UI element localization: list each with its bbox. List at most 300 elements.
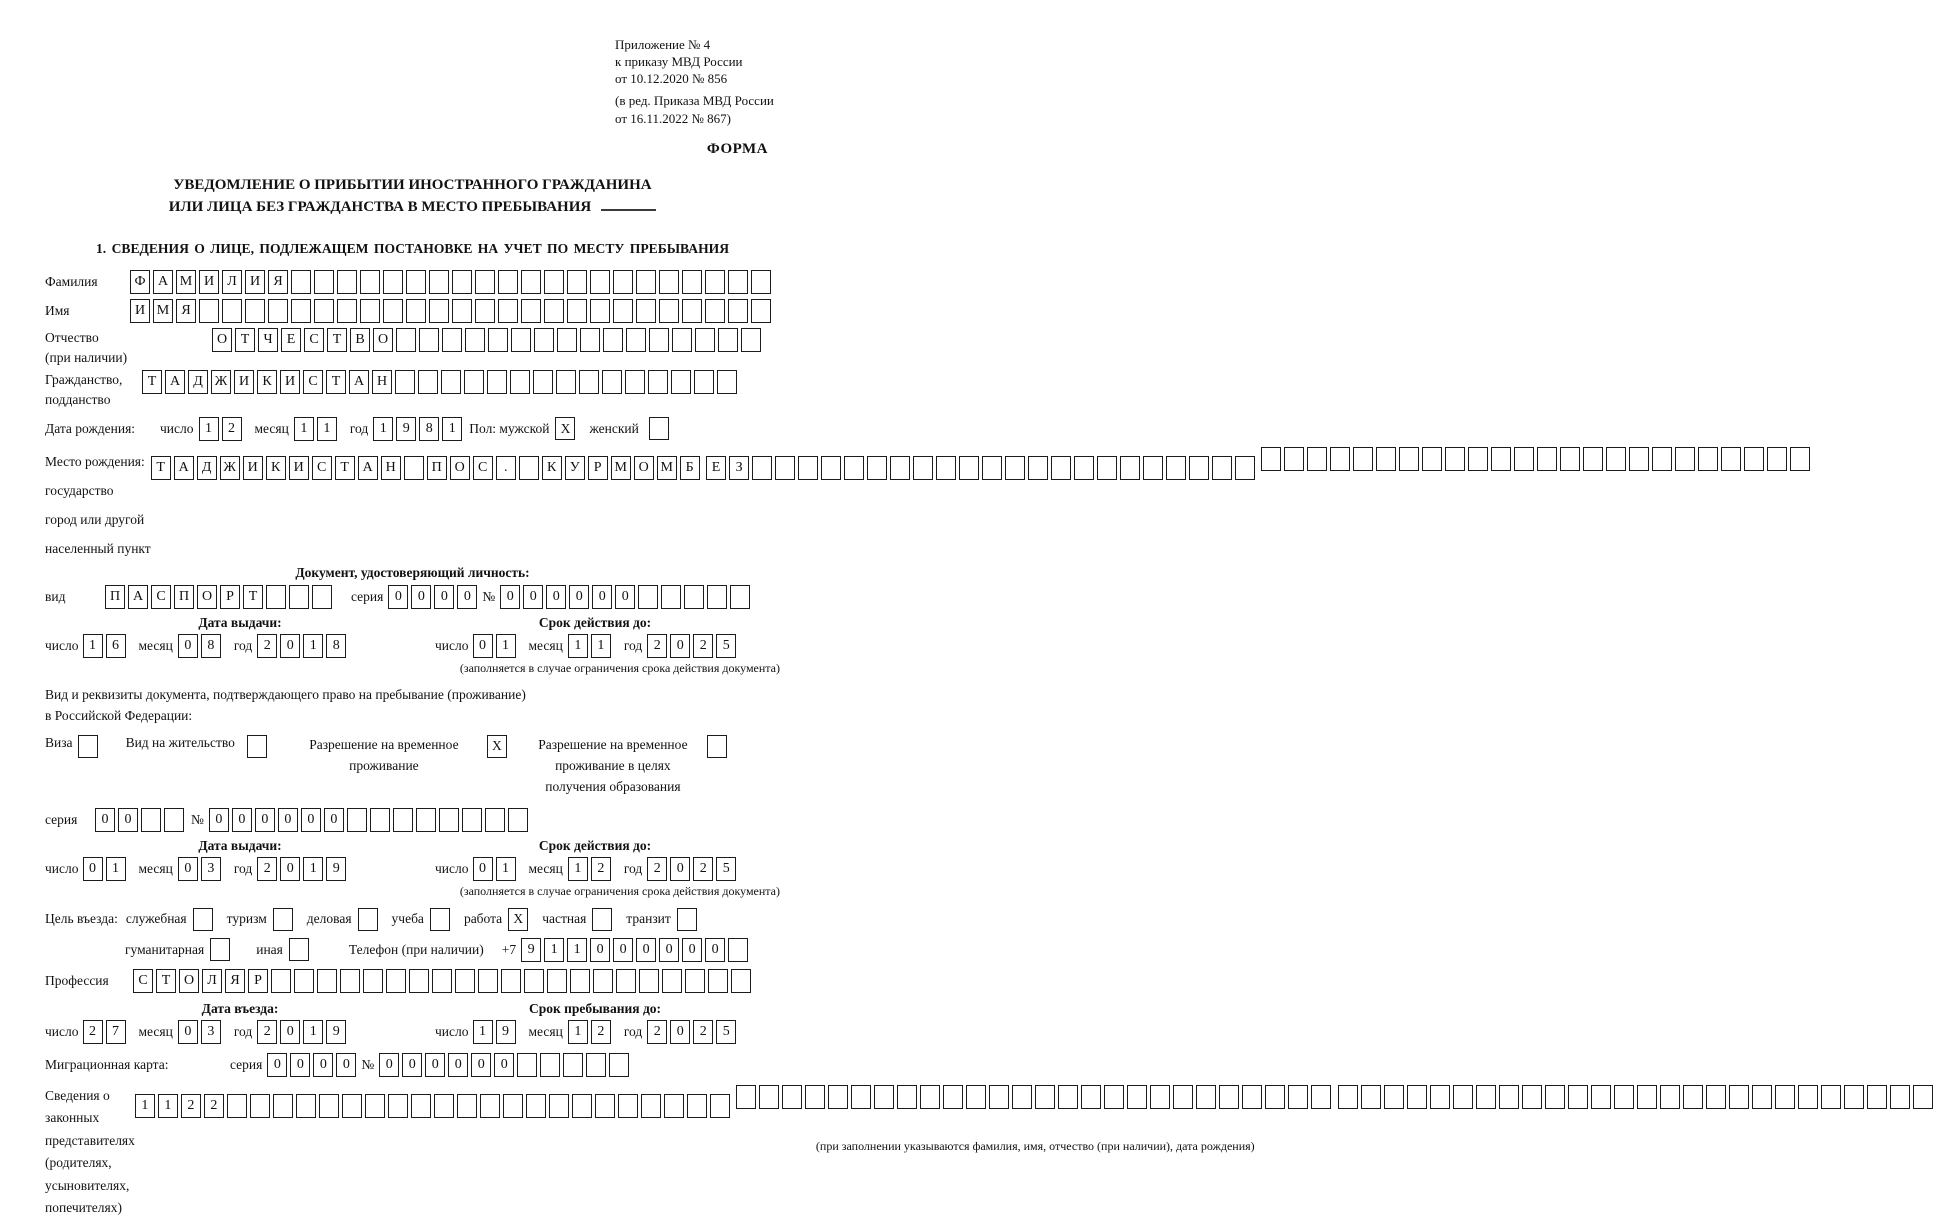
char-cell[interactable]	[672, 328, 692, 352]
char-cell[interactable]: С	[303, 370, 323, 394]
sex-female-checkbox[interactable]	[649, 417, 669, 440]
patronymic-field[interactable]	[212, 328, 764, 352]
char-cell[interactable]	[1821, 1085, 1841, 1109]
char-cell[interactable]: 0	[255, 808, 275, 832]
char-cell[interactable]	[501, 969, 521, 993]
char-cell[interactable]	[913, 456, 933, 480]
char-cell[interactable]	[649, 328, 669, 352]
char-cell[interactable]	[659, 299, 679, 323]
char-cell[interactable]: А	[174, 456, 194, 480]
char-cell[interactable]: 1	[544, 938, 564, 962]
char-cell[interactable]	[360, 270, 380, 294]
char-cell[interactable]: 2	[257, 634, 277, 658]
temp-residence-education-checkbox[interactable]	[707, 735, 727, 758]
char-cell[interactable]	[250, 1094, 270, 1118]
char-cell[interactable]: 0	[402, 1053, 422, 1077]
char-cell[interactable]	[337, 299, 357, 323]
char-cell[interactable]	[1338, 1085, 1358, 1109]
char-cell[interactable]: 0	[178, 1020, 198, 1044]
char-cell[interactable]: 0	[448, 1053, 468, 1077]
char-cell[interactable]: Н	[372, 370, 392, 394]
char-cell[interactable]: Я	[268, 270, 288, 294]
char-cell[interactable]	[441, 370, 461, 394]
char-cell[interactable]	[534, 328, 554, 352]
char-cell[interactable]	[544, 299, 564, 323]
char-cell[interactable]	[590, 299, 610, 323]
char-cell[interactable]: 0	[457, 585, 477, 609]
char-cell[interactable]	[1867, 1085, 1887, 1109]
char-cell[interactable]: 5	[716, 634, 736, 658]
identity-issue-day-field[interactable]	[83, 634, 129, 658]
char-cell[interactable]	[291, 270, 311, 294]
birth-place-row1-field[interactable]	[151, 456, 703, 480]
char-cell[interactable]	[579, 370, 599, 394]
char-cell[interactable]	[442, 328, 462, 352]
char-cell[interactable]	[752, 456, 772, 480]
char-cell[interactable]	[717, 370, 737, 394]
char-cell[interactable]	[821, 456, 841, 480]
char-cell[interactable]	[1637, 1085, 1657, 1109]
char-cell[interactable]: 0	[670, 634, 690, 658]
char-cell[interactable]	[347, 808, 367, 832]
char-cell[interactable]	[728, 270, 748, 294]
char-cell[interactable]	[1288, 1085, 1308, 1109]
char-cell[interactable]: К	[542, 456, 562, 480]
char-cell[interactable]	[291, 299, 311, 323]
char-cell[interactable]: 9	[326, 1020, 346, 1044]
char-cell[interactable]: М	[153, 299, 173, 323]
char-cell[interactable]	[851, 1085, 871, 1109]
char-cell[interactable]: М	[611, 456, 631, 480]
char-cell[interactable]	[1430, 1085, 1450, 1109]
char-cell[interactable]	[602, 370, 622, 394]
char-cell[interactable]	[547, 969, 567, 993]
char-cell[interactable]	[498, 299, 518, 323]
char-cell[interactable]	[1606, 447, 1626, 471]
char-cell[interactable]: 1	[496, 857, 516, 881]
stay-day-field[interactable]	[473, 1020, 519, 1044]
char-cell[interactable]	[1652, 447, 1672, 471]
char-cell[interactable]	[705, 299, 725, 323]
char-cell[interactable]: 0	[670, 857, 690, 881]
char-cell[interactable]	[462, 808, 482, 832]
entry-year-field[interactable]	[257, 1020, 349, 1044]
birth-month-field[interactable]	[294, 417, 340, 441]
purpose-tourism-checkbox[interactable]	[273, 908, 293, 931]
char-cell[interactable]	[363, 969, 383, 993]
char-cell[interactable]: 5	[716, 1020, 736, 1044]
char-cell[interactable]: 1	[199, 417, 219, 441]
char-cell[interactable]	[289, 585, 309, 609]
identity-series-field[interactable]	[388, 585, 480, 609]
char-cell[interactable]	[1143, 456, 1163, 480]
char-cell[interactable]: 2	[693, 1020, 713, 1044]
char-cell[interactable]: 0	[569, 585, 589, 609]
char-cell[interactable]: Р	[248, 969, 268, 993]
char-cell[interactable]	[1058, 1085, 1078, 1109]
char-cell[interactable]	[429, 270, 449, 294]
char-cell[interactable]	[396, 328, 416, 352]
char-cell[interactable]: А	[358, 456, 378, 480]
char-cell[interactable]	[1219, 1085, 1239, 1109]
char-cell[interactable]	[1491, 447, 1511, 471]
char-cell[interactable]	[418, 370, 438, 394]
char-cell[interactable]: О	[634, 456, 654, 480]
char-cell[interactable]: 2	[647, 1020, 667, 1044]
char-cell[interactable]: К	[266, 456, 286, 480]
char-cell[interactable]: О	[373, 328, 393, 352]
char-cell[interactable]	[1744, 447, 1764, 471]
char-cell[interactable]	[844, 456, 864, 480]
char-cell[interactable]	[452, 270, 472, 294]
char-cell[interactable]: Р	[220, 585, 240, 609]
char-cell[interactable]	[563, 1053, 583, 1077]
char-cell[interactable]: 0	[278, 808, 298, 832]
char-cell[interactable]: 0	[546, 585, 566, 609]
char-cell[interactable]: 1	[591, 634, 611, 658]
char-cell[interactable]: 0	[471, 1053, 491, 1077]
char-cell[interactable]: 1	[473, 1020, 493, 1044]
char-cell[interactable]	[480, 1094, 500, 1118]
char-cell[interactable]	[638, 585, 658, 609]
char-cell[interactable]: 0	[615, 585, 635, 609]
char-cell[interactable]	[370, 808, 390, 832]
char-cell[interactable]	[662, 969, 682, 993]
char-cell[interactable]: 3	[201, 857, 221, 881]
char-cell[interactable]	[989, 1085, 1009, 1109]
residence-issue-year-field[interactable]	[257, 857, 349, 881]
char-cell[interactable]	[684, 585, 704, 609]
char-cell[interactable]	[1150, 1085, 1170, 1109]
char-cell[interactable]	[1522, 1085, 1542, 1109]
char-cell[interactable]	[1790, 447, 1810, 471]
char-cell[interactable]: 0	[500, 585, 520, 609]
purpose-business-checkbox[interactable]	[358, 908, 378, 931]
char-cell[interactable]: И	[280, 370, 300, 394]
char-cell[interactable]: 1	[317, 417, 337, 441]
char-cell[interactable]: Т	[326, 370, 346, 394]
char-cell[interactable]	[1265, 1085, 1285, 1109]
phone-field[interactable]	[521, 938, 751, 962]
char-cell[interactable]: .	[496, 456, 516, 480]
char-cell[interactable]: 1	[568, 857, 588, 881]
char-cell[interactable]	[432, 969, 452, 993]
char-cell[interactable]: 0	[411, 585, 431, 609]
char-cell[interactable]	[395, 370, 415, 394]
char-cell[interactable]: 0	[280, 634, 300, 658]
purpose-other-checkbox[interactable]	[289, 938, 309, 961]
identity-issue-year-field[interactable]	[257, 634, 349, 658]
char-cell[interactable]	[613, 299, 633, 323]
char-cell[interactable]	[685, 969, 705, 993]
purpose-private-checkbox[interactable]	[592, 908, 612, 931]
char-cell[interactable]: Т	[327, 328, 347, 352]
char-cell[interactable]	[1311, 1085, 1331, 1109]
char-cell[interactable]: Т	[142, 370, 162, 394]
char-cell[interactable]: 9	[396, 417, 416, 441]
char-cell[interactable]	[1081, 1085, 1101, 1109]
char-cell[interactable]: Ч	[258, 328, 278, 352]
char-cell[interactable]	[708, 969, 728, 993]
char-cell[interactable]	[639, 969, 659, 993]
surname-field[interactable]	[130, 270, 774, 294]
char-cell[interactable]: 0	[178, 634, 198, 658]
char-cell[interactable]	[828, 1085, 848, 1109]
char-cell[interactable]	[1721, 447, 1741, 471]
char-cell[interactable]	[271, 969, 291, 993]
char-cell[interactable]	[478, 969, 498, 993]
char-cell[interactable]	[982, 456, 1002, 480]
char-cell[interactable]	[694, 370, 714, 394]
char-cell[interactable]	[429, 299, 449, 323]
char-cell[interactable]	[508, 808, 528, 832]
char-cell[interactable]: А	[349, 370, 369, 394]
char-cell[interactable]	[590, 270, 610, 294]
char-cell[interactable]: А	[165, 370, 185, 394]
char-cell[interactable]	[319, 1094, 339, 1118]
char-cell[interactable]	[659, 270, 679, 294]
char-cell[interactable]	[1005, 456, 1025, 480]
char-cell[interactable]	[1514, 447, 1534, 471]
char-cell[interactable]	[411, 1094, 431, 1118]
char-cell[interactable]	[616, 969, 636, 993]
char-cell[interactable]	[488, 328, 508, 352]
char-cell[interactable]	[1284, 447, 1304, 471]
char-cell[interactable]	[682, 270, 702, 294]
char-cell[interactable]: 9	[521, 938, 541, 962]
char-cell[interactable]: 1	[106, 857, 126, 881]
char-cell[interactable]: П	[427, 456, 447, 480]
char-cell[interactable]	[498, 270, 518, 294]
char-cell[interactable]	[687, 1094, 707, 1118]
char-cell[interactable]	[296, 1094, 316, 1118]
char-cell[interactable]	[1476, 1085, 1496, 1109]
char-cell[interactable]: 0	[336, 1053, 356, 1077]
char-cell[interactable]	[464, 370, 484, 394]
char-cell[interactable]	[648, 370, 668, 394]
char-cell[interactable]: 0	[705, 938, 725, 962]
char-cell[interactable]	[485, 808, 505, 832]
char-cell[interactable]: 2	[591, 857, 611, 881]
char-cell[interactable]	[1035, 1085, 1055, 1109]
residence-issue-day-field[interactable]	[83, 857, 129, 881]
char-cell[interactable]	[524, 969, 544, 993]
char-cell[interactable]: О	[450, 456, 470, 480]
char-cell[interactable]	[1537, 447, 1557, 471]
char-cell[interactable]	[874, 1085, 894, 1109]
char-cell[interactable]	[227, 1094, 247, 1118]
char-cell[interactable]	[603, 328, 623, 352]
char-cell[interactable]: 0	[324, 808, 344, 832]
char-cell[interactable]	[1913, 1085, 1933, 1109]
char-cell[interactable]	[593, 969, 613, 993]
char-cell[interactable]: Т	[156, 969, 176, 993]
char-cell[interactable]: 2	[257, 857, 277, 881]
char-cell[interactable]	[406, 270, 426, 294]
char-cell[interactable]: У	[565, 456, 585, 480]
char-cell[interactable]: 2	[257, 1020, 277, 1044]
char-cell[interactable]: 1	[567, 938, 587, 962]
char-cell[interactable]	[728, 938, 748, 962]
char-cell[interactable]: 1	[496, 634, 516, 658]
representatives-row1-field[interactable]	[135, 1094, 733, 1118]
char-cell[interactable]	[314, 299, 334, 323]
char-cell[interactable]	[1353, 447, 1373, 471]
char-cell[interactable]: 2	[693, 857, 713, 881]
char-cell[interactable]	[342, 1094, 362, 1118]
char-cell[interactable]	[1706, 1085, 1726, 1109]
char-cell[interactable]: М	[657, 456, 677, 480]
migration-number-field[interactable]	[379, 1053, 632, 1077]
char-cell[interactable]	[266, 585, 286, 609]
char-cell[interactable]	[314, 270, 334, 294]
char-cell[interactable]: 2	[222, 417, 242, 441]
char-cell[interactable]: Т	[235, 328, 255, 352]
char-cell[interactable]	[966, 1085, 986, 1109]
char-cell[interactable]	[1307, 447, 1327, 471]
char-cell[interactable]: 2	[591, 1020, 611, 1044]
char-cell[interactable]	[439, 808, 459, 832]
identity-valid-year-field[interactable]	[647, 634, 739, 658]
char-cell[interactable]: 1	[373, 417, 393, 441]
char-cell[interactable]	[782, 1085, 802, 1109]
char-cell[interactable]: 0	[267, 1053, 287, 1077]
char-cell[interactable]	[1445, 447, 1465, 471]
char-cell[interactable]: 0	[209, 808, 229, 832]
char-cell[interactable]	[511, 328, 531, 352]
char-cell[interactable]	[1235, 456, 1255, 480]
char-cell[interactable]	[1196, 1085, 1216, 1109]
char-cell[interactable]	[1051, 456, 1071, 480]
char-cell[interactable]	[664, 1094, 684, 1118]
char-cell[interactable]: И	[243, 456, 263, 480]
char-cell[interactable]	[475, 299, 495, 323]
char-cell[interactable]	[1591, 1085, 1611, 1109]
birth-day-field[interactable]	[199, 417, 245, 441]
char-cell[interactable]	[625, 370, 645, 394]
char-cell[interactable]: А	[128, 585, 148, 609]
char-cell[interactable]: К	[257, 370, 277, 394]
char-cell[interactable]: 0	[178, 857, 198, 881]
char-cell[interactable]: П	[174, 585, 194, 609]
char-cell[interactable]	[1890, 1085, 1910, 1109]
char-cell[interactable]	[549, 1094, 569, 1118]
char-cell[interactable]: 2	[647, 634, 667, 658]
char-cell[interactable]: Т	[335, 456, 355, 480]
char-cell[interactable]: 0	[473, 634, 493, 658]
char-cell[interactable]	[751, 270, 771, 294]
char-cell[interactable]: 0	[494, 1053, 514, 1077]
char-cell[interactable]	[273, 1094, 293, 1118]
char-cell[interactable]: 8	[201, 634, 221, 658]
char-cell[interactable]: О	[179, 969, 199, 993]
char-cell[interactable]: 1	[158, 1094, 178, 1118]
citizenship-field[interactable]	[142, 370, 740, 394]
char-cell[interactable]	[805, 1085, 825, 1109]
char-cell[interactable]	[406, 299, 426, 323]
char-cell[interactable]	[1407, 1085, 1427, 1109]
char-cell[interactable]	[416, 808, 436, 832]
char-cell[interactable]	[222, 299, 242, 323]
char-cell[interactable]	[731, 969, 751, 993]
char-cell[interactable]: С	[304, 328, 324, 352]
char-cell[interactable]	[1767, 447, 1787, 471]
char-cell[interactable]	[1127, 1085, 1147, 1109]
char-cell[interactable]	[920, 1085, 940, 1109]
char-cell[interactable]	[567, 299, 587, 323]
char-cell[interactable]: Д	[197, 456, 217, 480]
char-cell[interactable]: 0	[379, 1053, 399, 1077]
char-cell[interactable]	[383, 299, 403, 323]
char-cell[interactable]	[618, 1094, 638, 1118]
char-cell[interactable]: Л	[202, 969, 222, 993]
char-cell[interactable]: 5	[716, 857, 736, 881]
char-cell[interactable]	[1844, 1085, 1864, 1109]
char-cell[interactable]: И	[199, 270, 219, 294]
char-cell[interactable]	[317, 969, 337, 993]
char-cell[interactable]	[393, 808, 413, 832]
char-cell[interactable]	[1499, 1085, 1519, 1109]
char-cell[interactable]	[661, 585, 681, 609]
firstname-field[interactable]	[130, 299, 774, 323]
char-cell[interactable]: 2	[83, 1020, 103, 1044]
sex-male-checkbox[interactable]: X	[555, 417, 575, 440]
char-cell[interactable]: 0	[473, 857, 493, 881]
birth-year-field[interactable]	[373, 417, 465, 441]
char-cell[interactable]: 0	[313, 1053, 333, 1077]
identity-number-field[interactable]	[500, 585, 753, 609]
entry-month-field[interactable]	[178, 1020, 224, 1044]
char-cell[interactable]: А	[153, 270, 173, 294]
char-cell[interactable]	[526, 1094, 546, 1118]
char-cell[interactable]: Ж	[220, 456, 240, 480]
char-cell[interactable]	[775, 456, 795, 480]
char-cell[interactable]: С	[312, 456, 332, 480]
residence-series-field[interactable]	[95, 808, 187, 832]
char-cell[interactable]	[1629, 447, 1649, 471]
char-cell[interactable]: С	[151, 585, 171, 609]
char-cell[interactable]: С	[473, 456, 493, 480]
identity-valid-day-field[interactable]	[473, 634, 519, 658]
char-cell[interactable]	[1173, 1085, 1193, 1109]
char-cell[interactable]: О	[197, 585, 217, 609]
char-cell[interactable]: 0	[613, 938, 633, 962]
char-cell[interactable]	[540, 1053, 560, 1077]
char-cell[interactable]	[457, 1094, 477, 1118]
char-cell[interactable]: Е	[706, 456, 726, 480]
char-cell[interactable]: 0	[95, 808, 115, 832]
char-cell[interactable]	[609, 1053, 629, 1077]
char-cell[interactable]: 1	[135, 1094, 155, 1118]
residence-valid-year-field[interactable]	[647, 857, 739, 881]
char-cell[interactable]	[544, 270, 564, 294]
purpose-work-checkbox[interactable]: X	[508, 908, 528, 931]
char-cell[interactable]	[595, 1094, 615, 1118]
char-cell[interactable]: 1	[303, 857, 323, 881]
birth-place-row3-field[interactable]	[1261, 447, 1813, 471]
char-cell[interactable]	[1798, 1085, 1818, 1109]
representatives-row2-field[interactable]	[736, 1085, 1334, 1109]
char-cell[interactable]: З	[729, 456, 749, 480]
char-cell[interactable]: Р	[588, 456, 608, 480]
char-cell[interactable]	[1361, 1085, 1381, 1109]
char-cell[interactable]	[465, 328, 485, 352]
char-cell[interactable]: 0	[670, 1020, 690, 1044]
char-cell[interactable]	[365, 1094, 385, 1118]
identity-issue-month-field[interactable]	[178, 634, 224, 658]
char-cell[interactable]	[1212, 456, 1232, 480]
purpose-study-checkbox[interactable]	[430, 908, 450, 931]
